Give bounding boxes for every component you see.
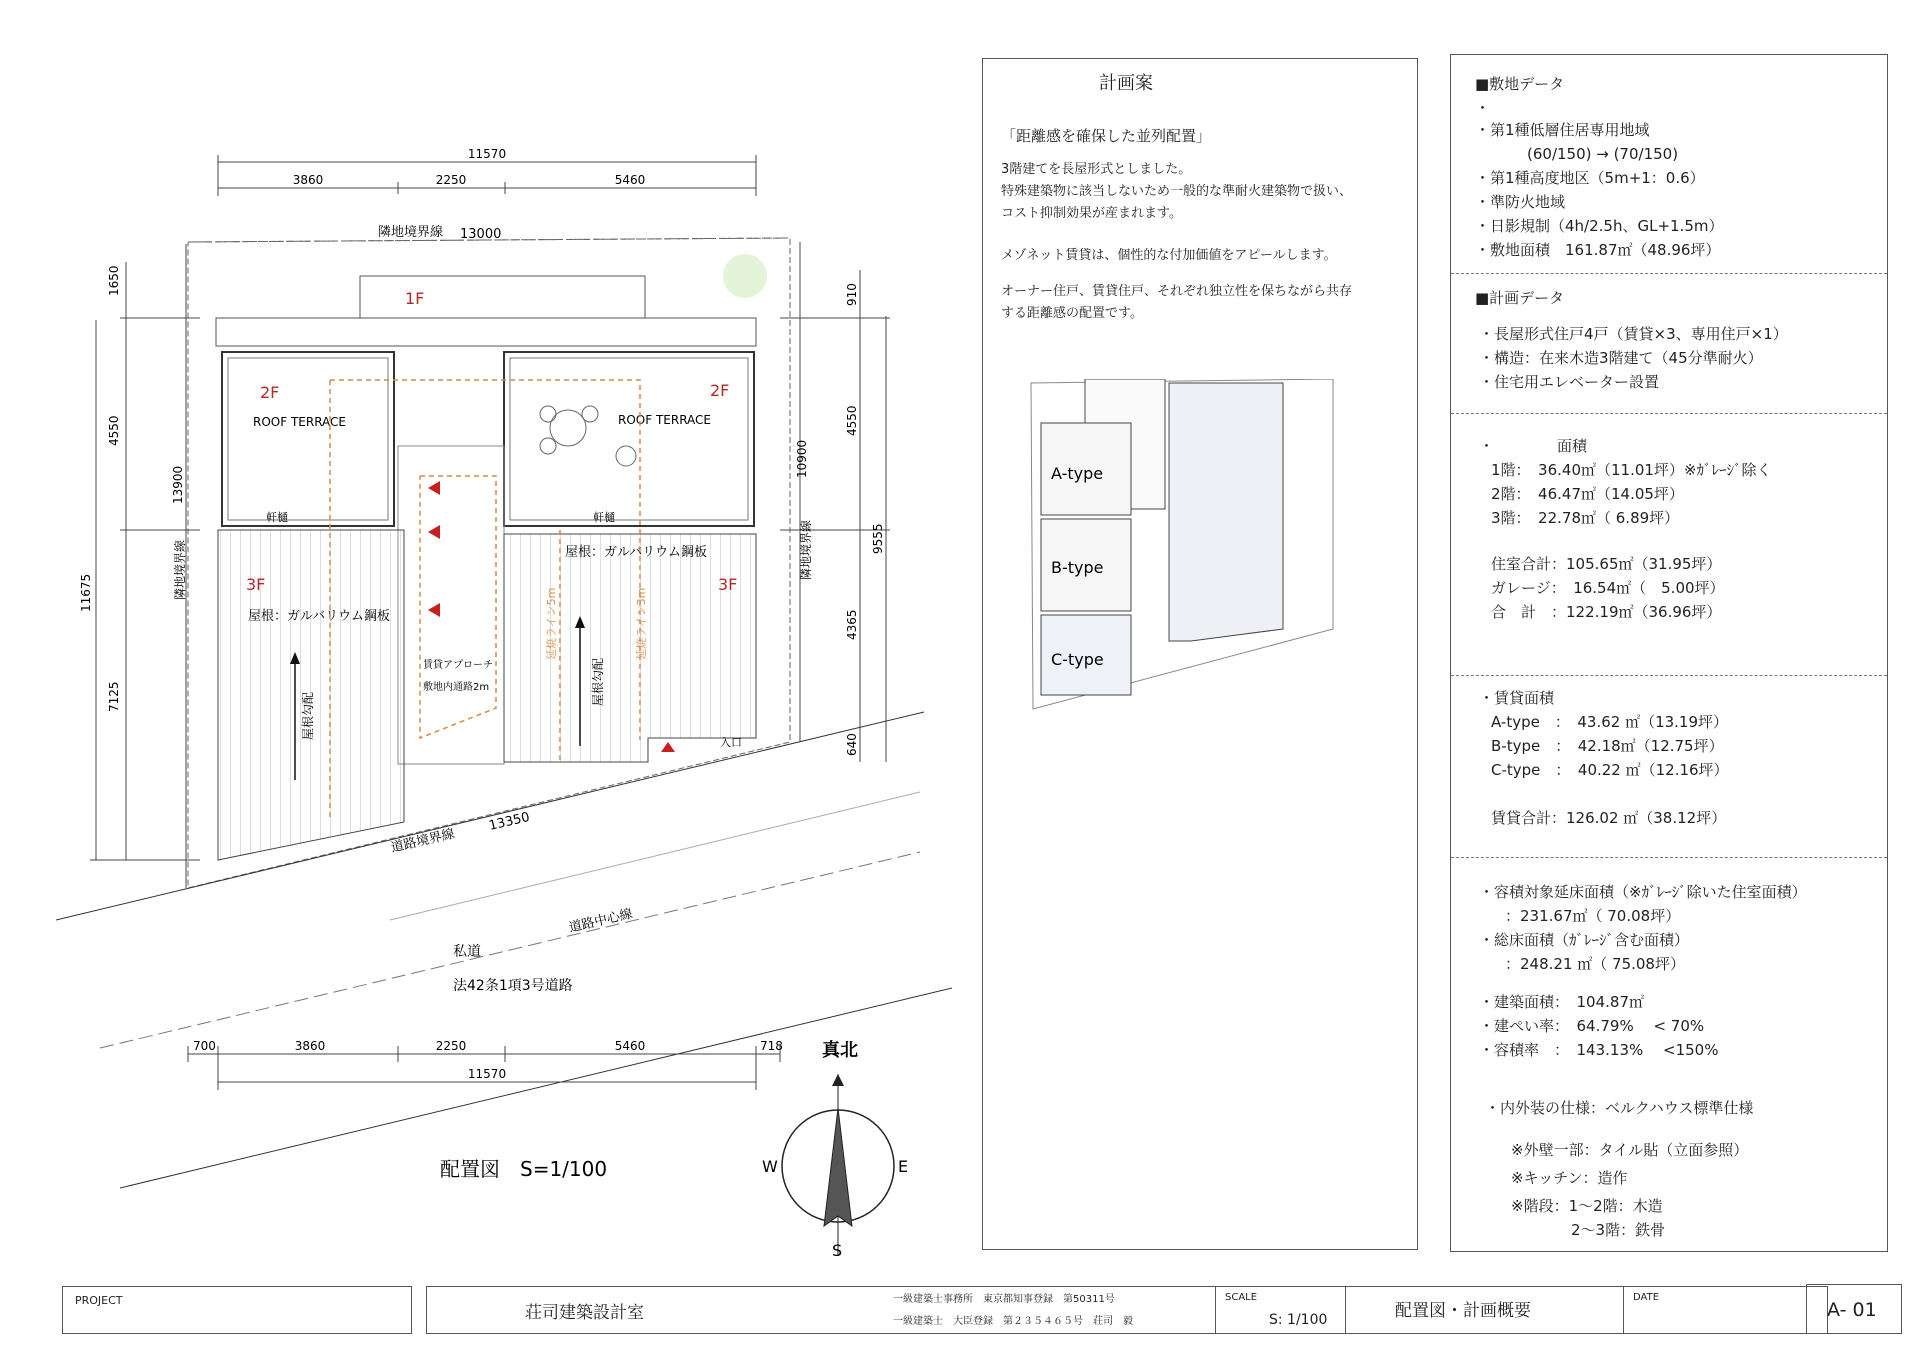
roof-left-label: 屋根：ガルバリウム鋼板 (248, 609, 390, 624)
scale-label: SCALE (1225, 1292, 1258, 1303)
registration-2: 一級建築士 大臣登録 第２３５４６５号 荘司 毅 (893, 1316, 1133, 1327)
concept-p1a: 3階建てを長屋形式としました。 (1001, 162, 1192, 177)
center-corridor (398, 446, 504, 764)
roof-terrace-right (504, 352, 754, 526)
far-2b: ：248.21 ㎡（ 75.08坪） (1505, 955, 1685, 973)
divider-4 (1451, 857, 1887, 858)
rent-heading: ・賃貸面積 (1479, 689, 1555, 707)
roof-terrace-left-label: ROOF TERRACE (253, 415, 347, 429)
dim-right-4365: 4365 (845, 609, 859, 640)
dim-bottom-5460: 5460 (614, 1039, 646, 1053)
divider-1 (1451, 273, 1887, 274)
far-2: ・総床面積（ｶﾞﾚｰｼﾞ含む面積） (1479, 931, 1690, 949)
scale-value: S: 1/100 (1269, 1312, 1328, 1328)
type-b-label: B-type (1051, 558, 1104, 577)
site-1: ・第1種低層住居専用地域 (1475, 121, 1650, 139)
label-1f: 1F (405, 289, 425, 308)
compass-icon (782, 1074, 894, 1256)
dim-bottom-2250: 2250 (435, 1039, 467, 1053)
dim-right-910: 910 (845, 283, 859, 306)
eaves-left: 軒樋 (266, 511, 288, 524)
area-4: 住室合計：105.65㎡（31.95坪） (1491, 555, 1722, 573)
roof-right-label: 屋根：ガルバリウム鋼板 (565, 545, 707, 560)
plan-heading: ■計画データ (1475, 289, 1565, 307)
road-law-label: 法42条1項3号道路 (453, 978, 573, 994)
compass-w: W (762, 1157, 778, 1176)
rent-4: 賃貸合計：126.02 ㎡（38.12坪） (1491, 809, 1727, 827)
concept-p1c: コスト抑制効果が産まれます。 (1001, 206, 1182, 221)
dim-bottom-718: 718 (760, 1039, 783, 1053)
dim-right-9555: 9555 (871, 523, 885, 554)
dim-top-seg3: 5460 (614, 173, 646, 187)
building-1f-block (360, 276, 645, 318)
site-dot: ・ (1475, 99, 1491, 117)
plan-2: ・構造：在来木造3階建て（45分準耐火） (1479, 349, 1763, 367)
project-label: PROJECT (75, 1294, 123, 1307)
site-4: ・日影規制（4h/2.5h、GL+1.5m） (1475, 217, 1724, 235)
dim-left-1650: 1650 (107, 265, 121, 296)
drawing-title: 配置図・計画概要 (1395, 1301, 1531, 1321)
road-lines (56, 712, 952, 1188)
dim-bottom-3860: 3860 (294, 1039, 326, 1053)
right-boundary-label: 隣地境界線 (799, 519, 813, 580)
concept-subtitle: 「距離感を確保した並列配置」 (1001, 127, 1212, 145)
dim-right-4550: 4550 (845, 405, 859, 436)
info-panel (1450, 54, 1888, 1252)
left-boundary-label: 隣地境界線 (173, 539, 187, 600)
concept-p1b: 特殊建築物に該当しないため一般的な準耐火建築物で扱い、 (1001, 184, 1353, 199)
concept-panel (982, 58, 1418, 1250)
far-1: ・容積対象延床面積（※ｶﾞﾚｰｼﾞ除いた住室面積） (1479, 883, 1807, 901)
dim-right-10900: 10900 (795, 439, 809, 478)
dim-right-640: 640 (845, 733, 859, 756)
far-3: ・建築面積： 104.87㎡ (1479, 993, 1644, 1011)
label-2f-right: 2F (710, 381, 730, 400)
rent-2: B-type ： 42.18㎡（12.75坪） (1491, 737, 1724, 755)
plan-1: ・長屋形式住戸4戸（賃貸×3、専用住戸×1） (1479, 325, 1788, 343)
type-c-label: C-type (1051, 650, 1104, 669)
compass-s: S (832, 1241, 843, 1260)
private-road-label: 私道 (453, 944, 481, 960)
fire-line-3m: 延焼ライン3m (635, 587, 648, 660)
dim-bottom-total: 11570 (467, 1067, 507, 1081)
rent-3: C-type ： 40.22 ㎡（12.16坪） (1491, 761, 1729, 779)
site-plan (0, 0, 1000, 1300)
site-1b: (60/150) → (70/150) (1527, 145, 1679, 163)
concept-heading: 計画案 (1099, 73, 1153, 94)
boundary-top-label: 隣地境界線 (378, 225, 444, 240)
site-5: ・敷地面積 161.87㎡（48.96坪） (1475, 241, 1721, 259)
label-2f-left: 2F (260, 383, 280, 402)
site-heading: ■敷地データ (1475, 75, 1565, 93)
road-center-label: 道路中心線 (567, 906, 635, 936)
concept-p3b: する距離感の配置です。 (1001, 306, 1143, 321)
tree-symbol (723, 254, 767, 298)
passage-label: 敷地内通路2m (423, 682, 490, 693)
area-1: 1階： 36.40㎡（11.01坪）※ｶﾞﾚｰｼﾞ除く (1491, 461, 1772, 479)
rent-1: A-type ： 43.62 ㎡（13.19坪） (1491, 713, 1729, 731)
entrance-label: 入口 (720, 736, 742, 749)
concept-p3a: オーナー住戸、賃貸住戸、それぞれ独立性を保ちながら共存 (1001, 284, 1353, 299)
dim-left-7125: 7125 (107, 681, 121, 712)
area-5: ガレージ： 16.54㎡（ 5.00坪） (1491, 579, 1725, 597)
dim-top-seg2: 2250 (435, 173, 467, 187)
far-5: ・容積率 ： 143.13% <150% (1479, 1041, 1719, 1059)
office-box (426, 1286, 1828, 1334)
building-outline (216, 318, 756, 346)
spec-2: ※外壁一部：タイル貼（立面参照） (1511, 1141, 1749, 1159)
eaves-right: 軒樋 (593, 511, 615, 524)
dim-top-total: 11570 (467, 147, 507, 161)
area-heading: 面積 (1557, 437, 1588, 455)
dim-left-4550: 4550 (107, 415, 121, 446)
label-3f-right: 3F (718, 575, 738, 594)
slope-right: 屋根勾配 (591, 657, 605, 706)
area-3: 3階： 22.78㎡（ 6.89坪） (1491, 509, 1680, 527)
area-6: 合 計 ：122.19㎡（36.96坪） (1491, 603, 1722, 621)
date-label: DATE (1633, 1292, 1660, 1303)
registration-1: 一級建築士事務所 東京都知事登録 第50311号 (893, 1294, 1115, 1305)
plan-3: ・住宅用エレベーター設置 (1479, 373, 1660, 391)
area-dot: ・ (1479, 437, 1495, 455)
right-dimensions (780, 242, 890, 762)
plan-title: 配置図 S=1/100 (440, 1157, 608, 1181)
spec-5: 2～3階：鉄骨 (1571, 1221, 1666, 1239)
far-4: ・建ぺい率： 64.79% < 70% (1479, 1017, 1705, 1035)
dim-bottom-700: 700 (193, 1039, 216, 1053)
approach-label: 賃貸アプローチ (423, 660, 493, 671)
dim-left-13900: 13900 (171, 465, 185, 504)
boundary-top-length: 13000 (460, 227, 502, 242)
divider-3 (1451, 675, 1887, 676)
site-3: ・準防火地域 (1475, 193, 1566, 211)
spec-4: ※階段：1～2階：木造 (1511, 1197, 1663, 1215)
compass-e: E (898, 1157, 909, 1176)
label-3f-left: 3F (246, 575, 266, 594)
road-boundary-label: 道路境界線 (389, 826, 457, 856)
road-boundary-length: 13350 (487, 809, 532, 834)
project-box (62, 1286, 412, 1334)
sheet-box (1806, 1284, 1902, 1334)
site-2: ・第1種高度地区（5m+1：0.6） (1475, 169, 1705, 187)
type-a-label: A-type (1051, 464, 1104, 483)
roof-terrace-left (222, 352, 394, 526)
slope-left: 屋根勾配 (301, 691, 315, 740)
title-block (60, 1284, 1900, 1344)
spec-1: ・内外装の仕様：ベルクハウス標準仕様 (1485, 1099, 1754, 1117)
concept-p2: メゾネット賃貸は、個性的な付加価値をアピールします。 (1001, 248, 1337, 263)
roof-terrace-right-label: ROOF TERRACE (618, 413, 712, 427)
dim-top-seg1: 3860 (292, 173, 324, 187)
dim-left-11675: 11675 (79, 573, 93, 612)
spec-3: ※キッチン：造作 (1511, 1169, 1628, 1187)
divider-2 (1451, 413, 1887, 414)
roof-3f-right (504, 534, 756, 762)
far-1b: ：231.67㎡（ 70.08坪） (1505, 907, 1681, 925)
fire-line-5m: 延焼ライン5m (545, 587, 558, 660)
compass-north: 真北 (822, 1040, 858, 1061)
office-name: 荘司建築設計室 (525, 1303, 644, 1323)
sheet-number: A- 01 (1827, 1299, 1877, 1321)
area-2: 2階： 46.47㎡（14.05坪） (1491, 485, 1684, 503)
unit-layout-diagram (1023, 379, 1343, 729)
